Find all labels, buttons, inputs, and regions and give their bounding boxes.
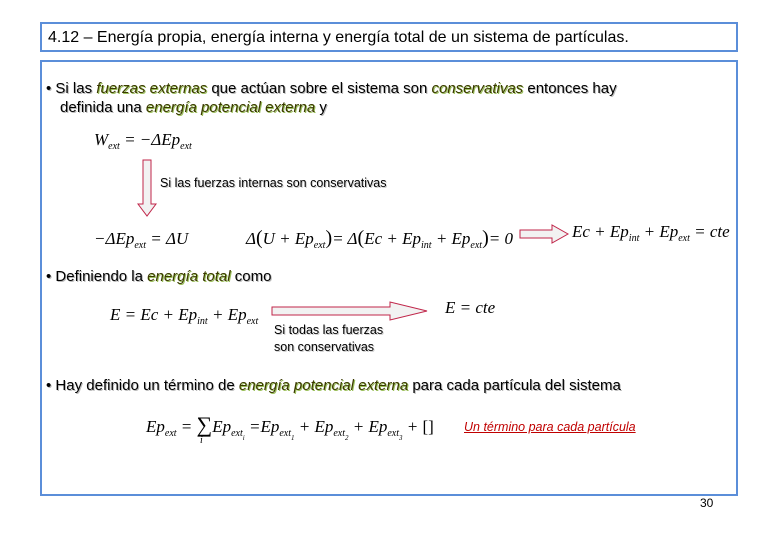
bullet-text: que actúan sobre el sistema son [207, 80, 432, 97]
highlight-term: fuerzas externas [96, 80, 208, 97]
right-arrow-icon-2 [272, 302, 427, 320]
equation-work-external: $W_{ext} = -\Delta Ep_{ext}$ [94, 130, 192, 152]
note-all-forces-line1: Si todas las fuerzas [274, 323, 384, 337]
down-arrow-icon [138, 160, 156, 216]
bullet-text: y [315, 99, 327, 116]
highlight-term: energía total [147, 268, 231, 285]
highlight-term: conservativas [431, 80, 524, 97]
highlight-term: energía potencial externa [238, 377, 409, 394]
equation-total-energy-constant: E = cte [445, 298, 496, 317]
highlight-term: energía potencial externa [145, 99, 316, 116]
bullet-text: como [230, 268, 272, 285]
equation-constant-energy: $Ec + Ep_{int} + Ep_{ext}$ = cte [572, 222, 730, 244]
bullet-text: entonces hay [523, 80, 617, 97]
equation-sum-per-particle: $Ep_{ext} = \sum Ep_{ext_i} =Ep_{ext_1} + Ep_{ext_2} + Ep_{ext_3}$ + [] [146, 412, 434, 442]
right-arrow-icon-1 [520, 225, 568, 243]
note-all-forces-line2: son conservativas [274, 340, 375, 354]
equation-energy-conservation: $\Delta(U + Ep_{ext})= \Delta(Ec + Ep_{int} + Ep_{ext})= 0$ [246, 227, 513, 251]
bullet-text: para cada partícula del sistema [408, 377, 621, 394]
bullet-text: definida una [60, 99, 146, 116]
page-number: 30 [700, 496, 714, 510]
note-one-term-per-particle: Un término para cada partícula [464, 420, 636, 434]
note-internal-forces: Si las fuerzas internas son conservativas [160, 176, 387, 190]
bullet-text: • Hay definido un término de [46, 377, 239, 394]
sum-index: i [200, 435, 203, 446]
slide-title: 4.12 – Energía propia, energía interna y energía total de un sistema de partículas. [48, 29, 629, 46]
bullet-text: • Si las [46, 80, 97, 97]
bullet-text: • Definiendo la [46, 268, 148, 285]
equation-potential-to-internal: −ΔEp$_{ext}$ = ΔU [94, 229, 189, 251]
equation-total-energy: $E = Ec + Ep_{int} + Ep_{ext}$ [110, 305, 259, 327]
